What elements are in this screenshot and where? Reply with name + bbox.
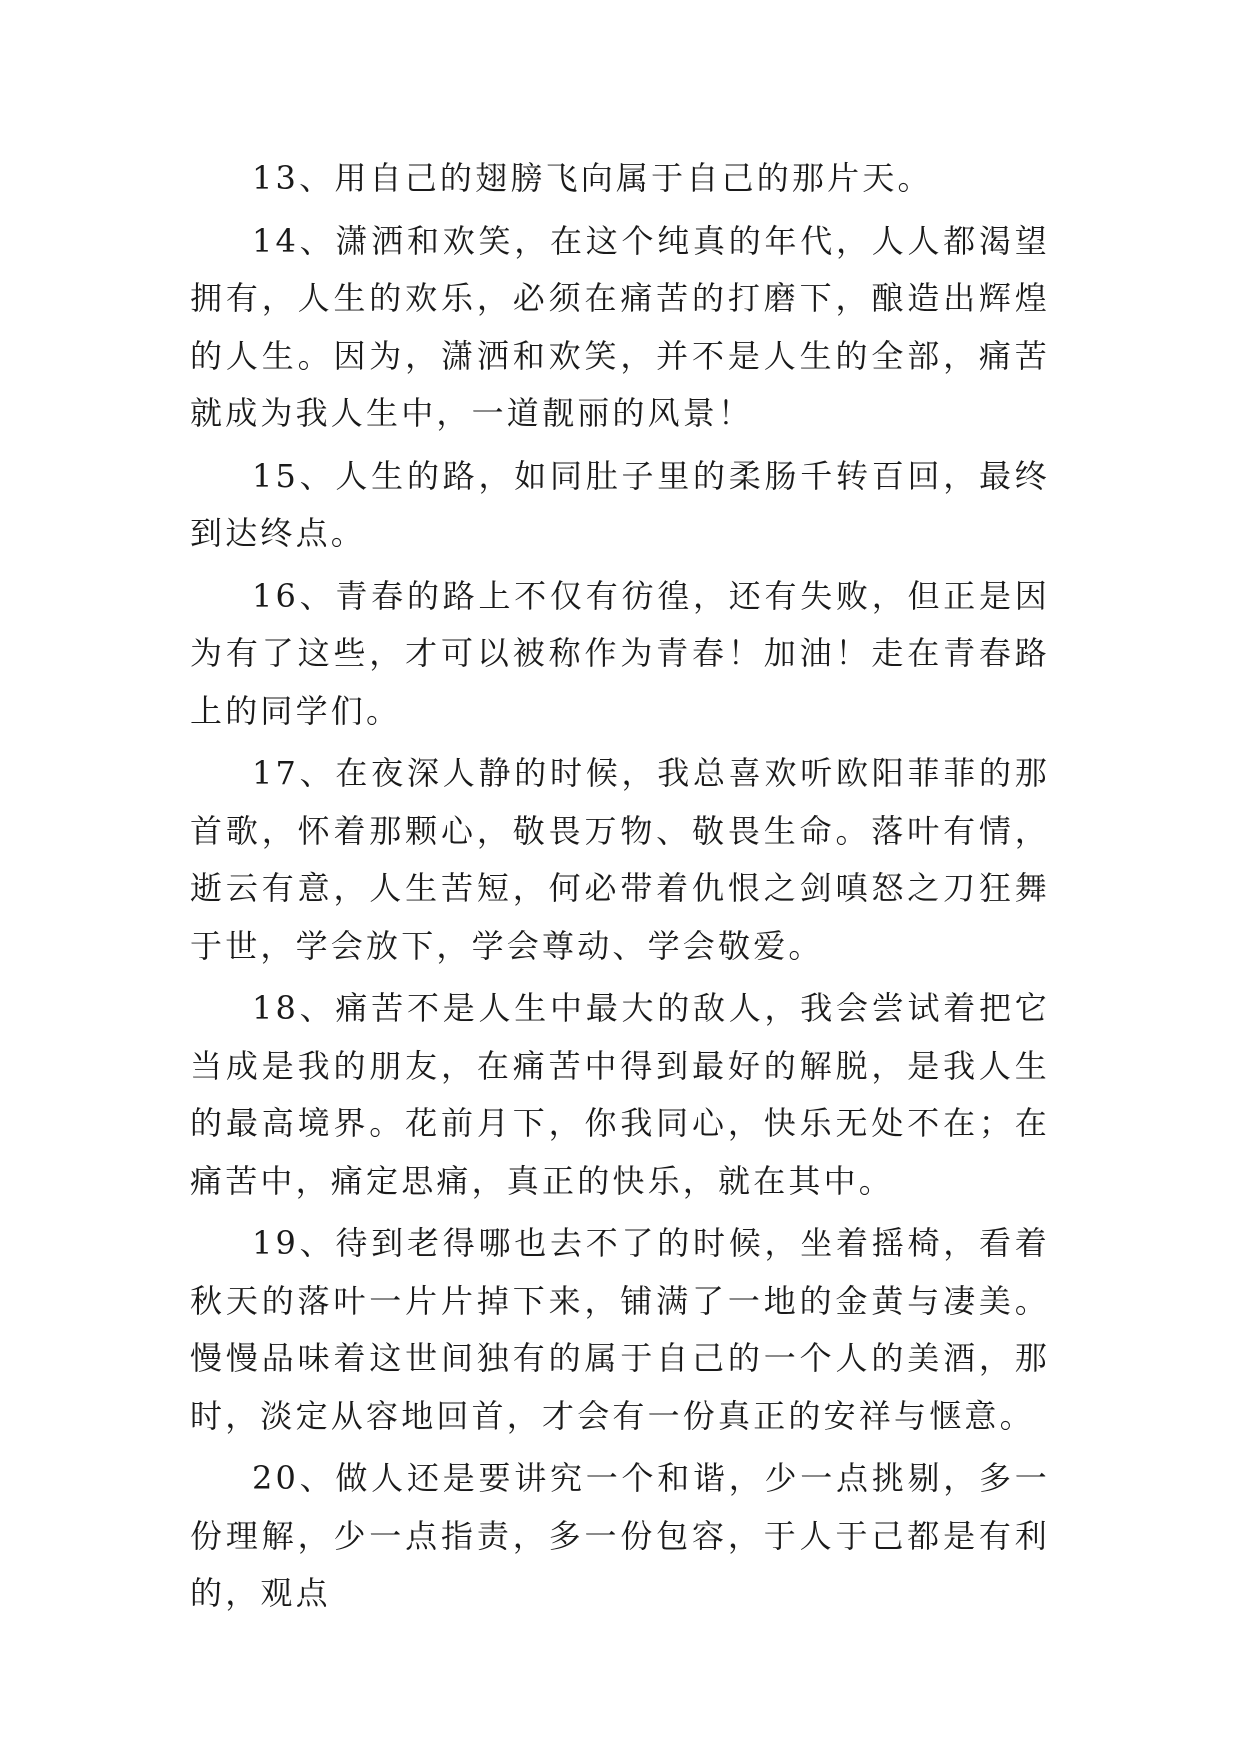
- paragraph-15: 15、人生的路，如同肚子里的柔肠千转百回，最终到达终点。: [190, 456, 1050, 552]
- paragraph-20: 20、做人还是要讲究一个和谐，少一点挑剔，多一份理解，少一点指责，多一份包容，于人于己都是有利的，观点: [190, 1459, 1050, 1612]
- paragraph-13: 13、用自己的翅膀飞向属于自己的那片天。: [252, 159, 933, 197]
- paragraph-19: 19、待到老得哪也去不了的时候，坐着摇椅，看着秋天的落叶一片片掉下来，铺满了一地的金黄与凄美。慢慢品味着这世间独有的属于自己的一个人的美酒，那时，淡定从容地回首，才会有一份真正的安祥与惬意。: [190, 1224, 1050, 1435]
- paragraph-17: 17、在夜深人静的时候，我总喜欢听欧阳菲菲的那首歌，怀着那颗心，敬畏万物、敬畏生命。落叶有情，逝云有意，人生苦短，何必带着仇恨之剑嗔怒之刀狂舞于世，学会放下，学会尊动、学会敬爱。: [190, 754, 1050, 965]
- document-page: [190, 150, 1050, 1628]
- paragraph-18: 18、痛苦不是人生中最大的敌人，我会尝试着把它当成是我的朋友，在痛苦中得到最好的解脱，是我人生的最高境界。花前月下，你我同心，快乐无处不在；在痛苦中，痛定思痛，真正的快乐，就在其中。: [190, 989, 1050, 1200]
- paragraph-16: 16、青春的路上不仅有彷徨，还有失败，但正是因为有了这些，才可以被称作为青春！加油！走在青春路上的同学们。: [190, 576, 1050, 730]
- paragraph-14: 14、潇洒和欢笑，在这个纯真的年代，人人都渴望拥有，人生的欢乐，必须在痛苦的打磨下，酿造出辉煌的人生。因为，潇洒和欢笑，并不是人生的全部，痛苦就成为我人生中，一道靓丽的风景！: [190, 221, 1050, 432]
